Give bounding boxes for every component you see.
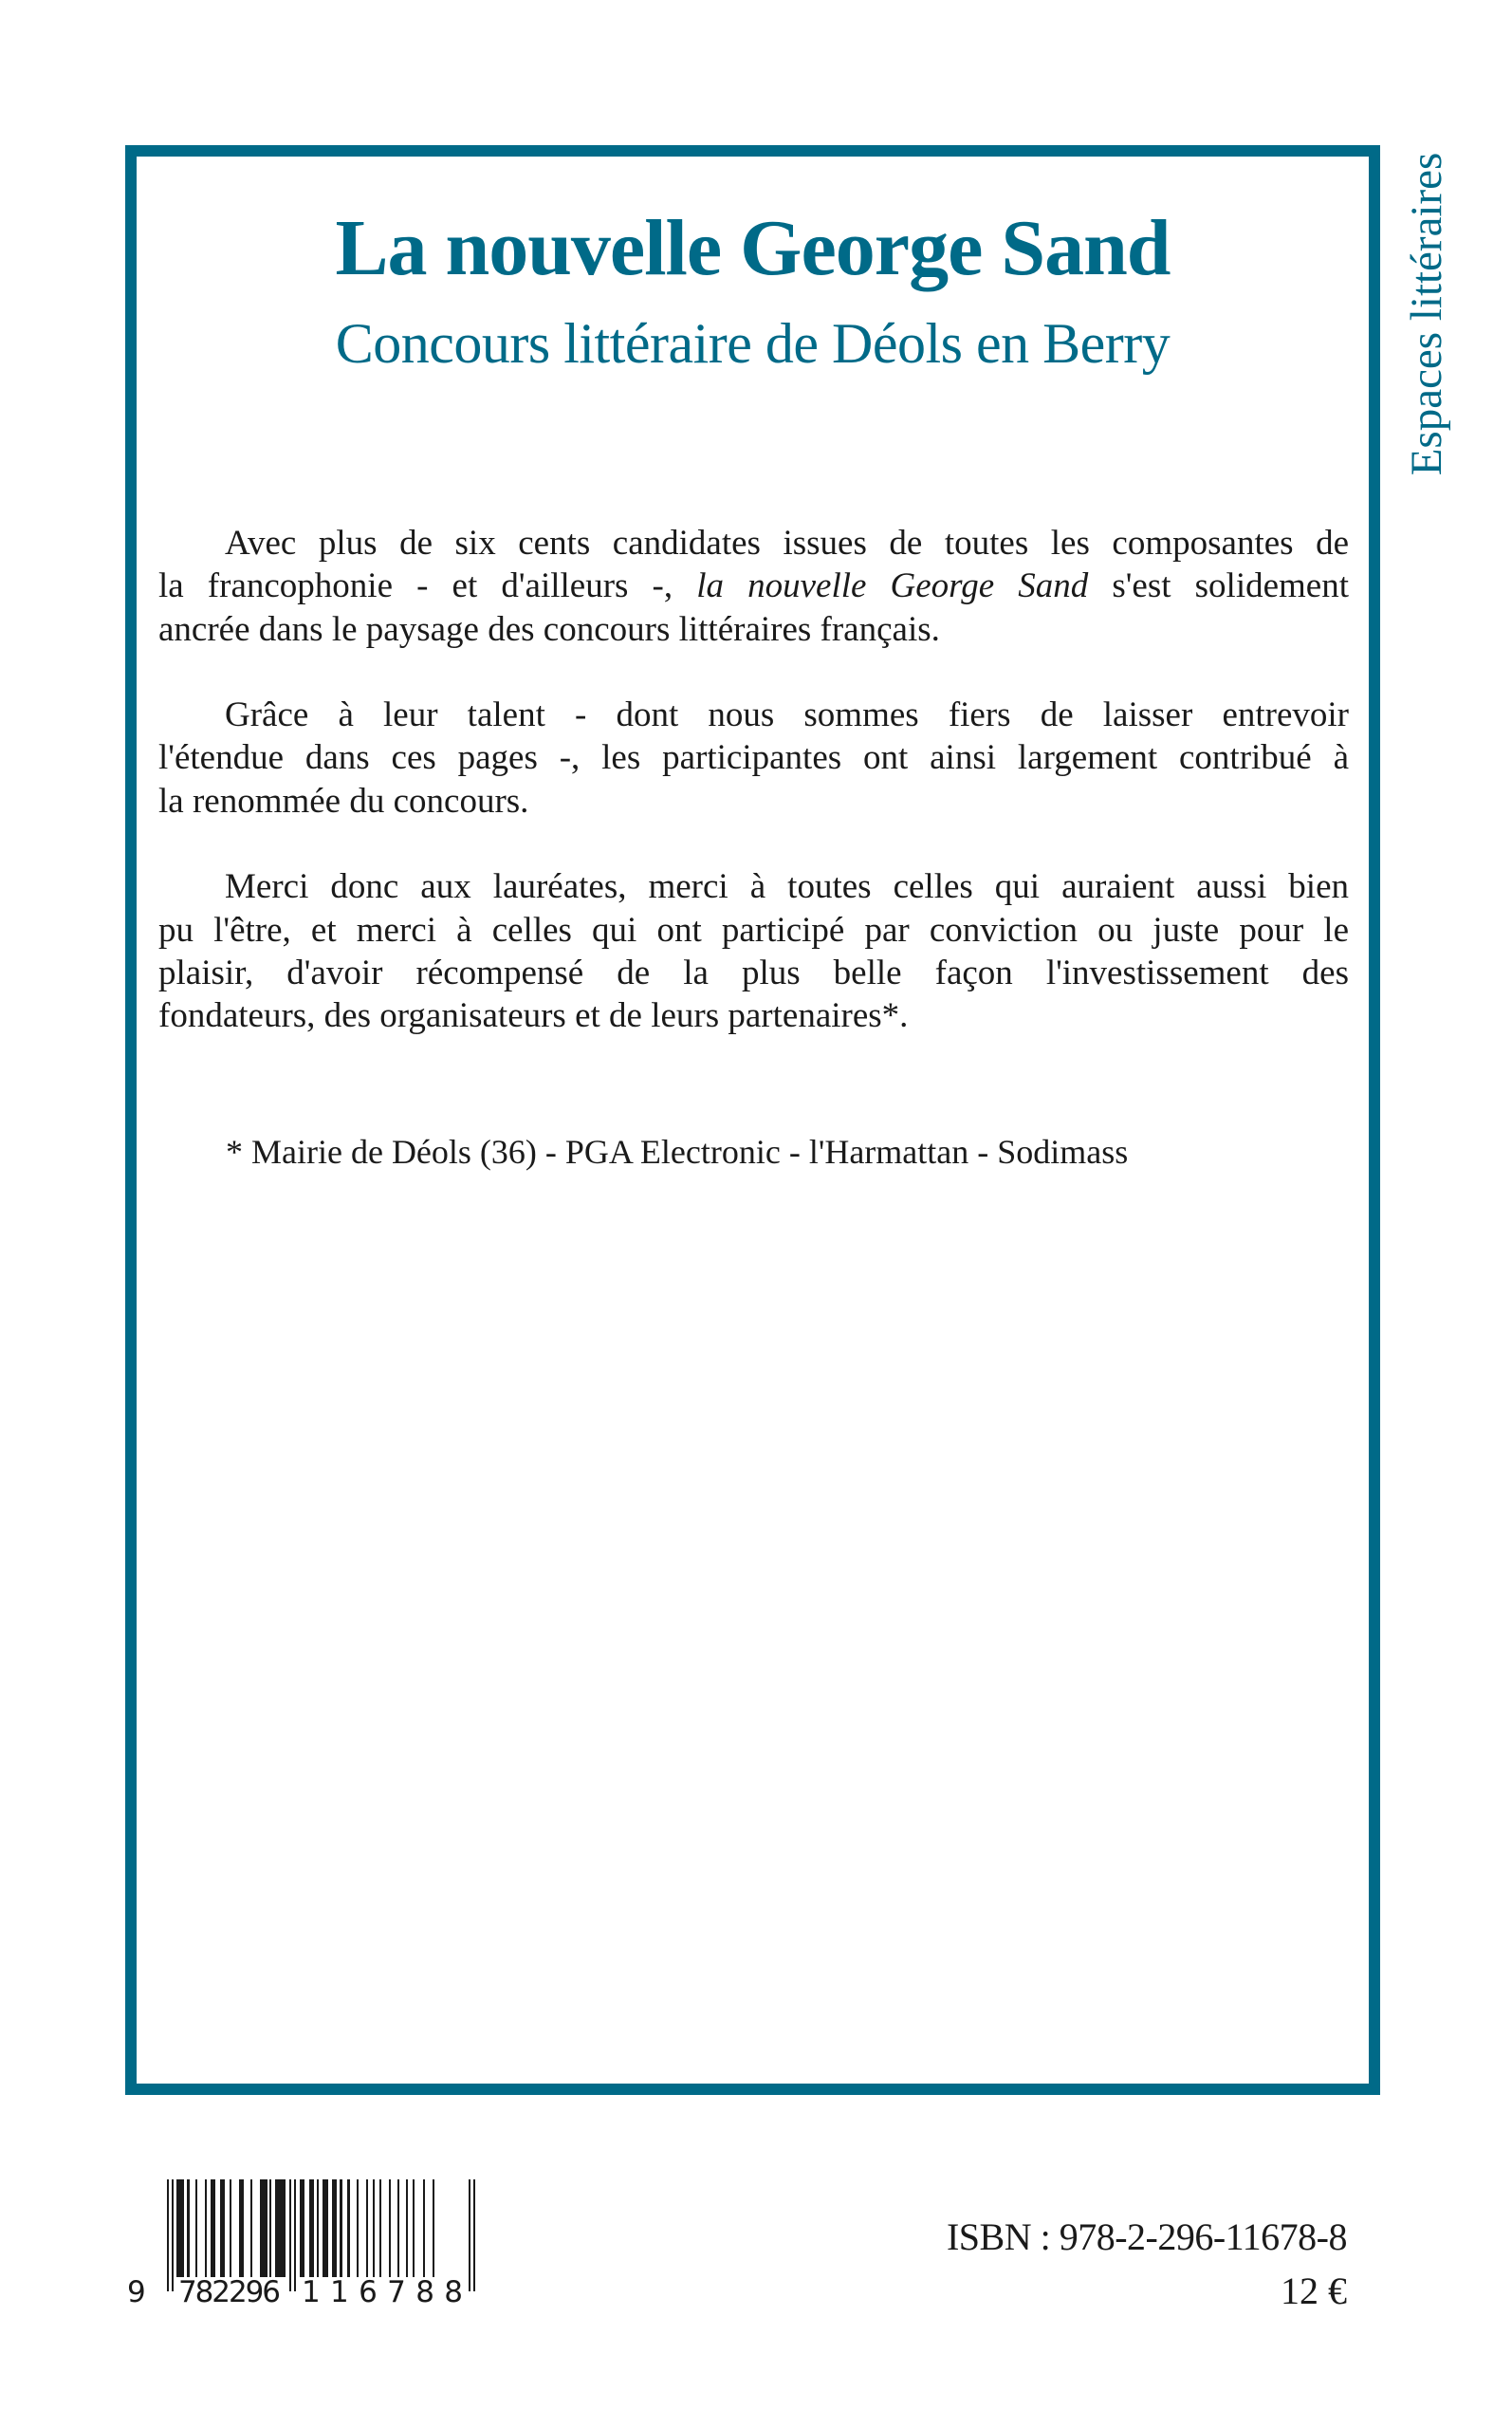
blurb-text <box>158 522 1349 1038</box>
series-label <box>1404 142 1449 486</box>
text-line: la renommée du concours. <box>158 781 529 821</box>
paragraph-gap <box>158 823 1349 865</box>
isbn-barcode <box>123 2177 484 2309</box>
blurb-paragraph-3 <box>158 865 1349 1037</box>
text-line: pu l'être, et merci à celles qui ont participé par conviction ou juste pour le <box>158 910 1349 950</box>
text-line: Merci donc aux lauréates, merci à toutes celles qui auraient aussi bien <box>225 867 1349 907</box>
paragraph-gap <box>158 651 1349 694</box>
barcode-digits-right: 116788 <box>302 2275 463 2309</box>
barcode-digit-first: 9 <box>127 2275 146 2309</box>
book-subtitle: Concours littéraire de Déols en Berry <box>335 312 1171 375</box>
text-line: Grâce à leur talent - dont nous sommes fiers de laisser entrevoir <box>225 695 1349 735</box>
series-label-text: Espaces littéraires <box>1402 152 1451 476</box>
text-run: s'est solidement <box>1088 566 1349 606</box>
book-title: La nouvelle George Sand <box>335 204 1171 292</box>
partners-footnote: * Mairie de Déols (36) - PGA Electronic - l'Harmattan - Sodimass <box>226 1133 1129 1171</box>
text-line: ancrée dans le paysage des concours littéraires français. <box>158 609 940 649</box>
isbn-number: ISBN : 978-2-296-11678-8 <box>946 2215 1347 2258</box>
price-label: 12 € <box>1281 2270 1347 2312</box>
italic-title-reference: la nouvelle George Sand <box>696 566 1089 606</box>
text-line: Avec plus de six cents candidates issues de toutes les composantes de <box>225 524 1349 563</box>
text-line: plaisir, d'avoir récompensé de la plus belle façon l'investissement des <box>158 953 1349 992</box>
blurb-paragraph-2 <box>158 694 1349 823</box>
cover-frame-border <box>125 145 1380 2095</box>
text-line: l'étendue dans ces pages -, les participantes ont ainsi largement contribué à <box>158 738 1349 778</box>
blurb-paragraph-1 <box>158 522 1349 651</box>
barcode-digits-left: 782296 <box>178 2275 281 2309</box>
text-line <box>158 565 1349 607</box>
text-run: la francophonie - et d'ailleurs -, <box>158 566 697 606</box>
text-line: fondateurs, des organisateurs et de leurs partenaires*. <box>158 996 909 1036</box>
